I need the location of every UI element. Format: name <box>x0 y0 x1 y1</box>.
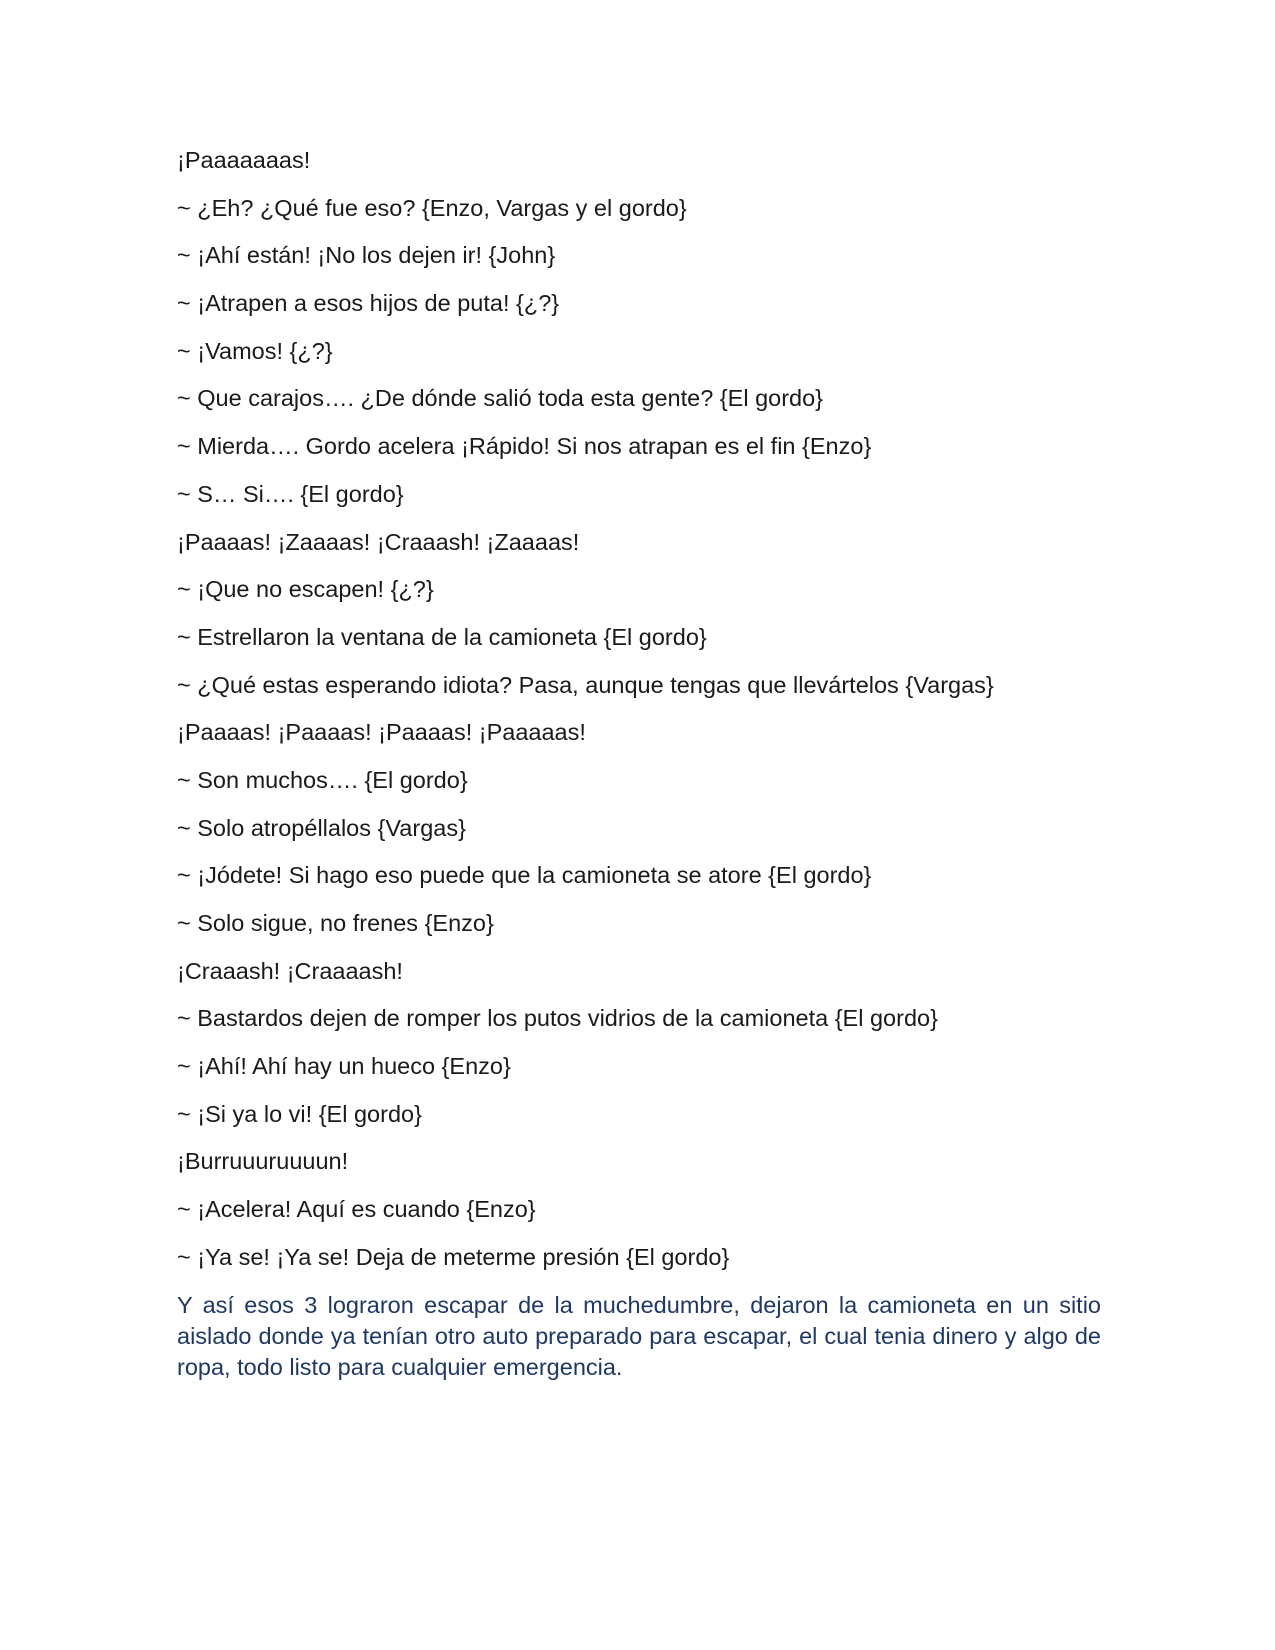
dialogue-line: ~ Bastardos dejen de romper los putos vidrios de la camioneta {El gordo} <box>177 1005 938 1032</box>
dialogue-line: ~ ¡Si ya lo vi! {El gordo} <box>177 1100 422 1127</box>
dialogue-line: ~ Solo sigue, no frenes {Enzo} <box>177 910 494 936</box>
dialogue-line: ~ ¡Que no escapen! {¿?} <box>177 576 434 603</box>
sound-effect-line: ¡Paaaas! ¡Zaaaas! ¡Craaash! ¡Zaaaas! <box>177 528 580 555</box>
dialogue-line: ~ ¡Ahí están! ¡No los dejen ir! {John} <box>177 242 556 269</box>
dialogue-line: ~ ¡Atrapen a esos hijos de puta! {¿?} <box>177 290 560 317</box>
dialogue-line: ~ ¡Acelera! Aquí es cuando {Enzo} <box>177 1196 536 1223</box>
narration-paragraph: Y así esos 3 lograron escapar de la muchedumbre, dejaron la camioneta en un sitio aislado donde ya tenían otro auto preparado para escapar, el cual tenia dinero y algo de ropa, todo listo para cualquier emergencia. <box>177 1291 1101 1380</box>
dialogue-line: ~ ¿Eh? ¿Qué fue eso? {Enzo, Vargas y el gordo} <box>177 194 687 221</box>
document-page <box>177 145 1101 1383</box>
dialogue-line: ~ Mierda…. Gordo acelera ¡Rápido! Si nos atrapan es el fin {Enzo} <box>177 433 872 460</box>
sound-effect-line: ¡Burruuuruuuun! <box>177 1148 349 1175</box>
dialogue-line: ~ S… Si…. {El gordo} <box>177 480 404 507</box>
dialogue-line: ~ ¿Qué estas esperando idiota? Pasa, aunque tengas que llevártelos {Vargas} <box>177 671 994 698</box>
dialogue-line: ~ Que carajos…. ¿De dónde salió toda esta gente? {El gordo} <box>177 385 824 412</box>
dialogue-line: ~ Son muchos…. {El gordo} <box>177 766 468 793</box>
dialogue-line: ~ ¡Jódete! Si hago eso puede que la camioneta se atore {El gordo} <box>177 862 872 889</box>
dialogue-line: ~ ¡Ahí! Ahí hay un hueco {Enzo} <box>177 1053 511 1080</box>
dialogue-line: ~ ¡Vamos! {¿?} <box>177 337 333 364</box>
sound-effect-line: ¡Craaash! ¡Craaaash! <box>177 957 403 984</box>
sound-effect-line: ¡Paaaas! ¡Paaaas! ¡Paaaas! ¡Paaaaas! <box>177 719 586 746</box>
sound-effect-line: ¡Paaaaaaas! <box>177 147 311 173</box>
dialogue-line: ~ Estrellaron la ventana de la camioneta {El gordo} <box>177 623 707 650</box>
dialogue-line: ~ Solo atropéllalos {Vargas} <box>177 814 466 841</box>
dialogue-line: ~ ¡Ya se! ¡Ya se! Deja de meterme presión {El gordo} <box>177 1243 730 1270</box>
